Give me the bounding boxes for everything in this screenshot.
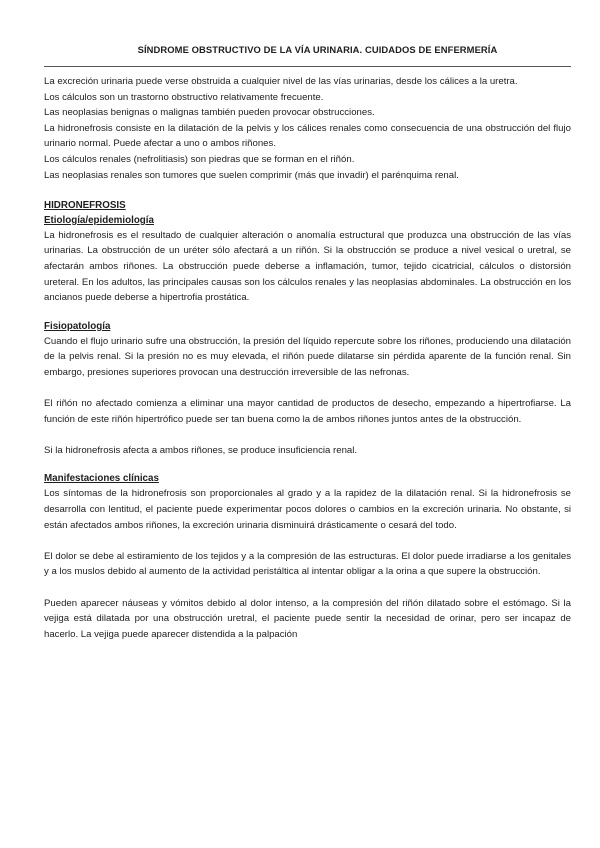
intro-paragraph: Los cálculos son un trastorno obstructivo relativamente frecuente. (44, 91, 324, 103)
intro-paragraph: Las neoplasias benignas o malignas también pueden provocar obstrucciones. (44, 107, 375, 119)
etiologia-paragraph: La hidronefrosis es el resultado de cualquier alteración o anomalía estructural que produzca una obstrucción de las vías urinarias. La obstrucción de un uréter sólo afectará a un riñón. Si la obstrucción se produce a nivel vesical o uretral, se afectarán ambos riñones. La obstrucción puede deberse a inflamación, tumor, tejido cicatricial, cálculos o distorsión ureteral. En los adultos, las principales causas son los cálculos renales y las neoplasias abdominales. La obstrucción en los ancianos puede deberse a hipertrofia prostática. (44, 229, 571, 304)
fisiopatologia-paragraph: Cuando el flujo urinario sufre una obstrucción, la presión del líquido repercute sobre los riñones, produciendo una dilatación de la pelvis renal. Si la presión no es muy elevada, el riñón puede dilatarse sin pérdida aparente de la función renal. Sin embargo, presiones superiores provocan una destrucción irreversible de las nefronas. (44, 335, 571, 378)
intro-paragraph: La hidronefrosis consiste en la dilatación de la pelvis y los cálices renales como consecuencia de una obstrucción del flujo urinario normal. Puede afectar a uno o ambos riñones. (44, 122, 571, 150)
section-heading-hidronefrosis: HIDRONEFROSIS (44, 199, 126, 211)
intro-paragraph: Las neoplasias renales son tumores que suelen comprimir (más que invadir) el parénquima renal. (44, 169, 459, 181)
subheading-fisiopatologia: Fisiopatología (44, 320, 111, 332)
document-title: SÍNDROME OBSTRUCTIVO DE LA VÍA URINARIA. CUIDADOS DE ENFERMERÍA (137, 44, 498, 55)
intro-paragraph: La excreción urinaria puede verse obstruida a cualquier nivel de las vías urinarias, desde los cálices a la uretra. (44, 76, 518, 87)
intro-block (44, 74, 571, 183)
manifestaciones-paragraph: Pueden aparecer náuseas y vómitos debido al dolor intenso, a la compresión del riñón dilatado sobre el estómago. Si la vejiga está dilatada por una obstrucción uretral, el paciente puede sentir la necesidad de orinar, pero ser incapaz de hacerlo. La vejiga puede aparecer distendida a la palpación (44, 597, 571, 640)
manifestaciones-paragraph: El dolor se debe al estiramiento de los tejidos y a la compresión de las estructuras. El dolor puede irradiarse a los genitales y a los muslos debido al aumento de la actividad peristáltica al intentar obligar a la orina a que supere la obstrucción. (44, 550, 571, 578)
fisiopatologia-paragraph: El riñón no afectado comienza a eliminar una mayor cantidad de productos de desecho, empezando a hipertrofiarse. La función de este riñón hipertrófico puede ser tan buena como la de ambos riñones juntos antes de la obstrucción. (44, 398, 571, 425)
subheading-etiologia: Etiología/epidemiología (44, 214, 154, 226)
intro-paragraph: Los cálculos renales (nefrolitiasis) son piedras que se forman en el riñón. (44, 153, 355, 165)
manifestaciones-paragraph: Los síntomas de la hidronefrosis son proporcionales al grado y a la rapidez de la dilatación renal. Si la hidronefrosis se desarrolla con lentitud, el paciente puede experimentar pocos dolores o cambios en la excreción urinaria. No obstante, si están afectados ambos riñones, la excreción urinaria disminuirá drásticamente o cesará del todo. (44, 488, 571, 531)
subheading-manifestaciones: Manifestaciones clínicas (44, 473, 159, 485)
fisiopatologia-paragraph: Si la hidronefrosis afecta a ambos riñones, se produce insuficiencia renal. (44, 444, 358, 456)
title-divider (44, 66, 571, 67)
